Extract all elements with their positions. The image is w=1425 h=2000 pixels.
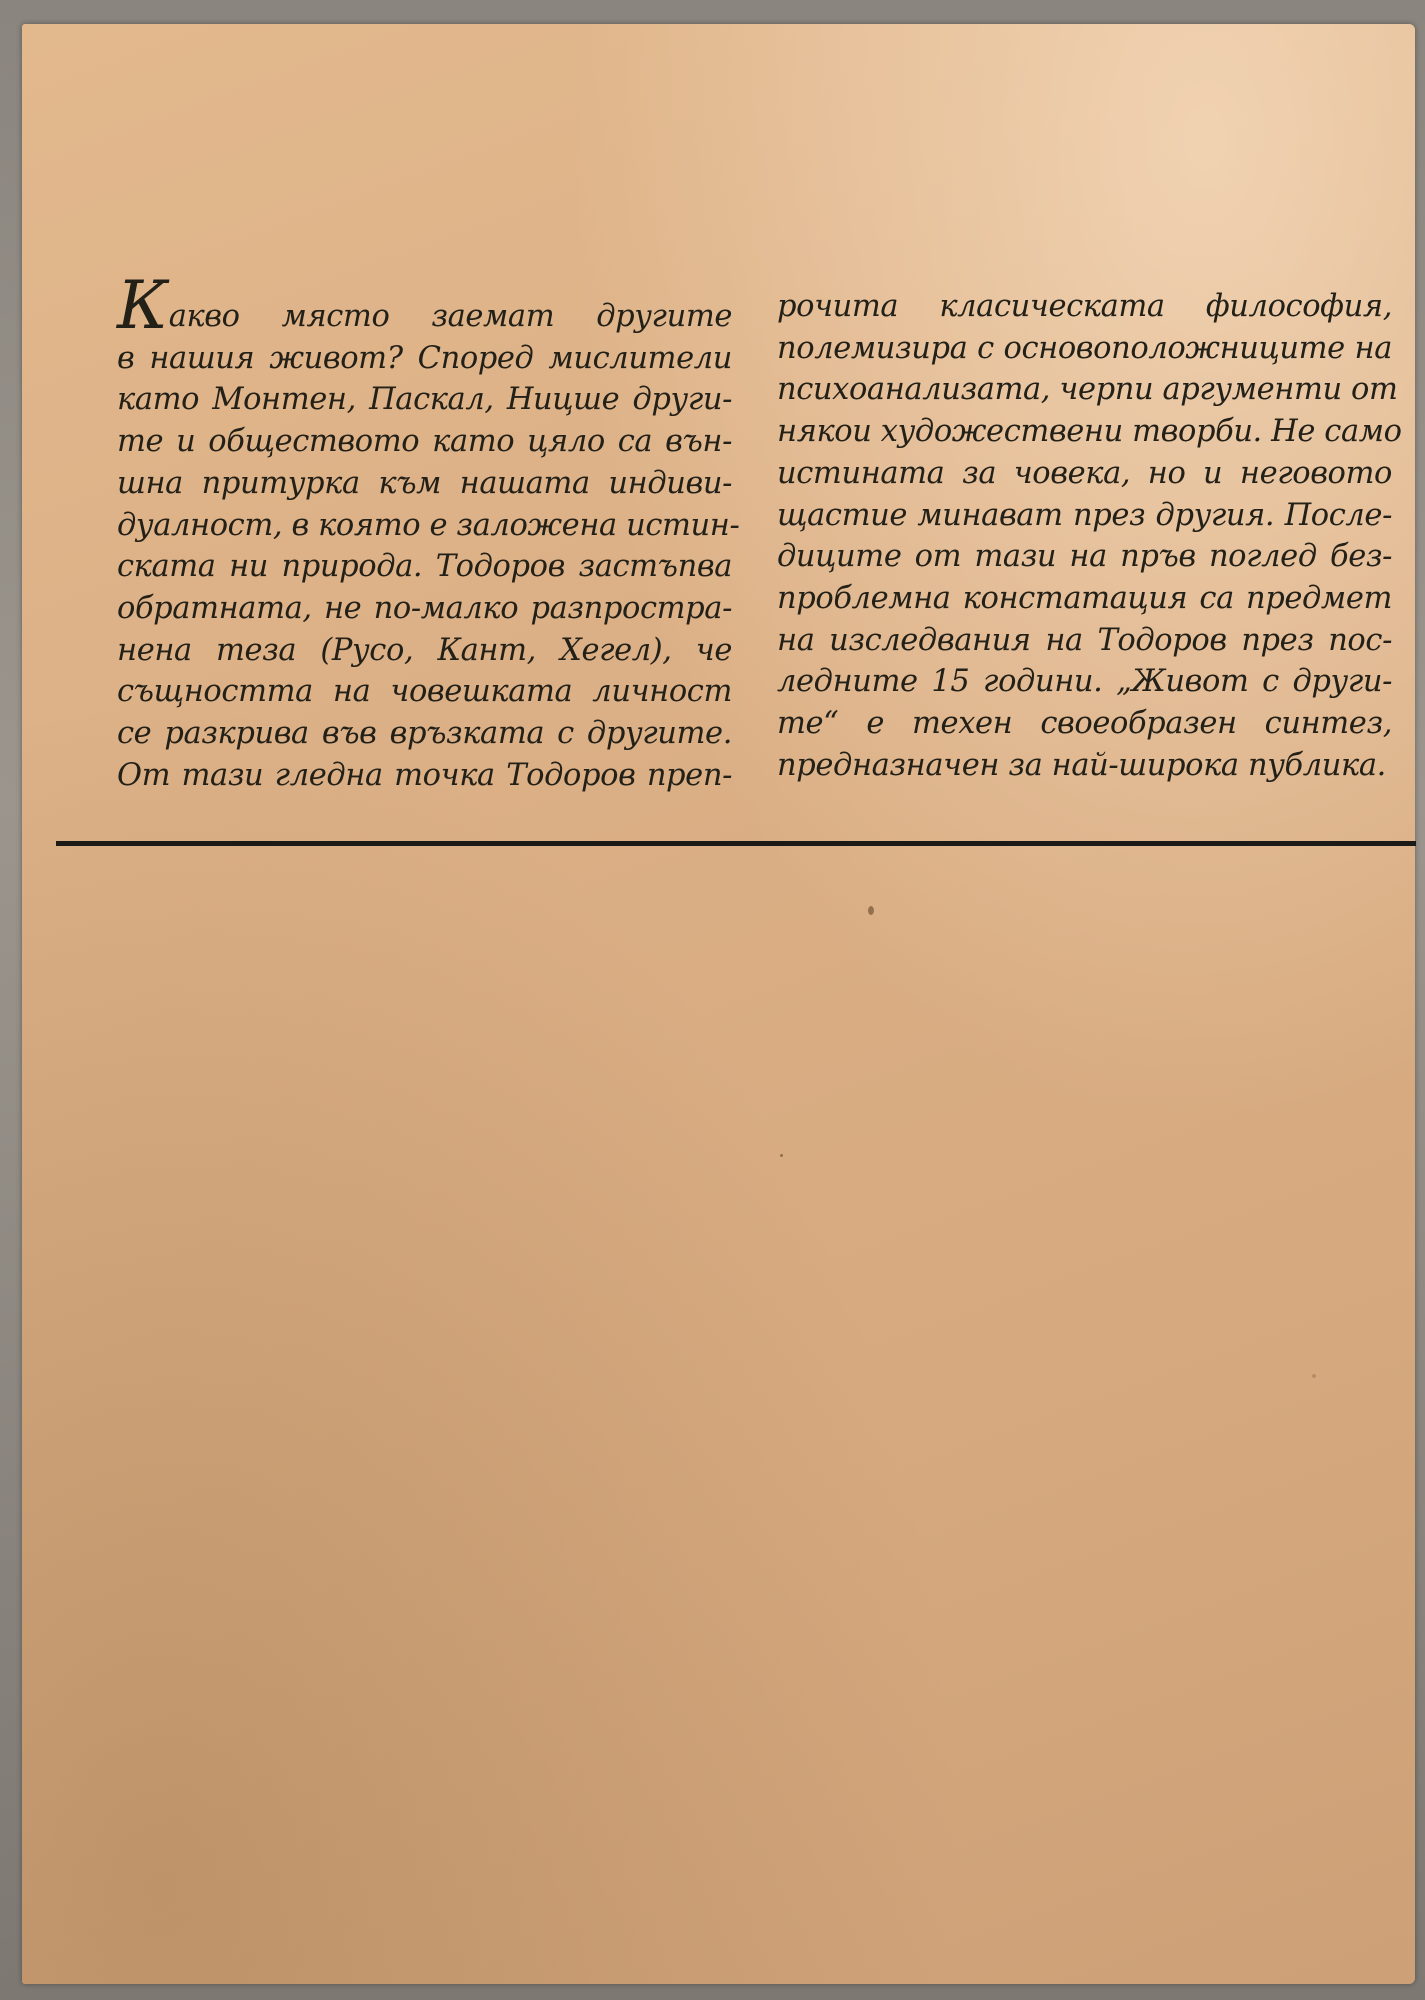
blurb-line: истината за човека, но и неговото [777, 455, 1392, 491]
blurb-line: нена теза (Русо, Кант, Хегел), че [117, 632, 732, 668]
blurb-line: на изследвания на Тодоров през пос- [777, 622, 1392, 658]
blurb-line: щастие минават през другия. После- [777, 497, 1392, 533]
blurb-line: същността на човешката личност [117, 674, 732, 710]
blurb-line: те“ е техен своеобразен синтез, [777, 706, 1392, 742]
blurb-line: полемизира с основоположниците на [777, 330, 1392, 366]
blurb-line: обратната, не по-малко разпростра- [117, 590, 732, 626]
paper-speck [1312, 1374, 1316, 1378]
blurb-line: От тази гледна точка Тодоров преп- [117, 757, 732, 793]
blurb-line-text: акво място заемат другите [168, 299, 732, 334]
blurb-column-right [777, 286, 1402, 846]
blurb-line: в нашия живот? Според мислители [117, 340, 732, 376]
blurb-line: рочита класическата философия, [777, 289, 1392, 324]
blurb-line: психоанализата, черпи аргументи от [777, 372, 1398, 408]
blurb-line: някои художествени творби. Не само [777, 414, 1402, 450]
paper-speck [780, 1154, 783, 1157]
blurb-line: като Монтен, Паскал, Ницше други- [117, 382, 732, 418]
blurb-line: шна притурка към нашата индиви- [117, 465, 732, 501]
horizontal-rule [56, 841, 1416, 846]
blurb-line: те и обществото като цяло са вън- [117, 424, 732, 460]
blurb-text [117, 267, 1402, 846]
book-back-cover [22, 24, 1415, 1984]
blurb-line [117, 267, 732, 344]
blurb-line: диците от тази на пръв поглед без- [777, 539, 1392, 575]
blurb-line: проблемна констатация са предмет [777, 580, 1392, 616]
blurb-column-left [117, 267, 740, 846]
blurb-line: ледните 15 години. „Живот с други- [777, 664, 1392, 700]
blurb-line: се разкрива във връзката с другите. [117, 716, 732, 752]
drop-cap: К [117, 267, 168, 344]
paper-speck [868, 906, 874, 915]
blurb-line: предназначен за най-широка публика. [777, 747, 1386, 783]
blurb-line: дуалност, в която е заложена истин- [117, 507, 740, 543]
blurb-line: ската ни природа. Тодоров застъпва [117, 549, 732, 585]
